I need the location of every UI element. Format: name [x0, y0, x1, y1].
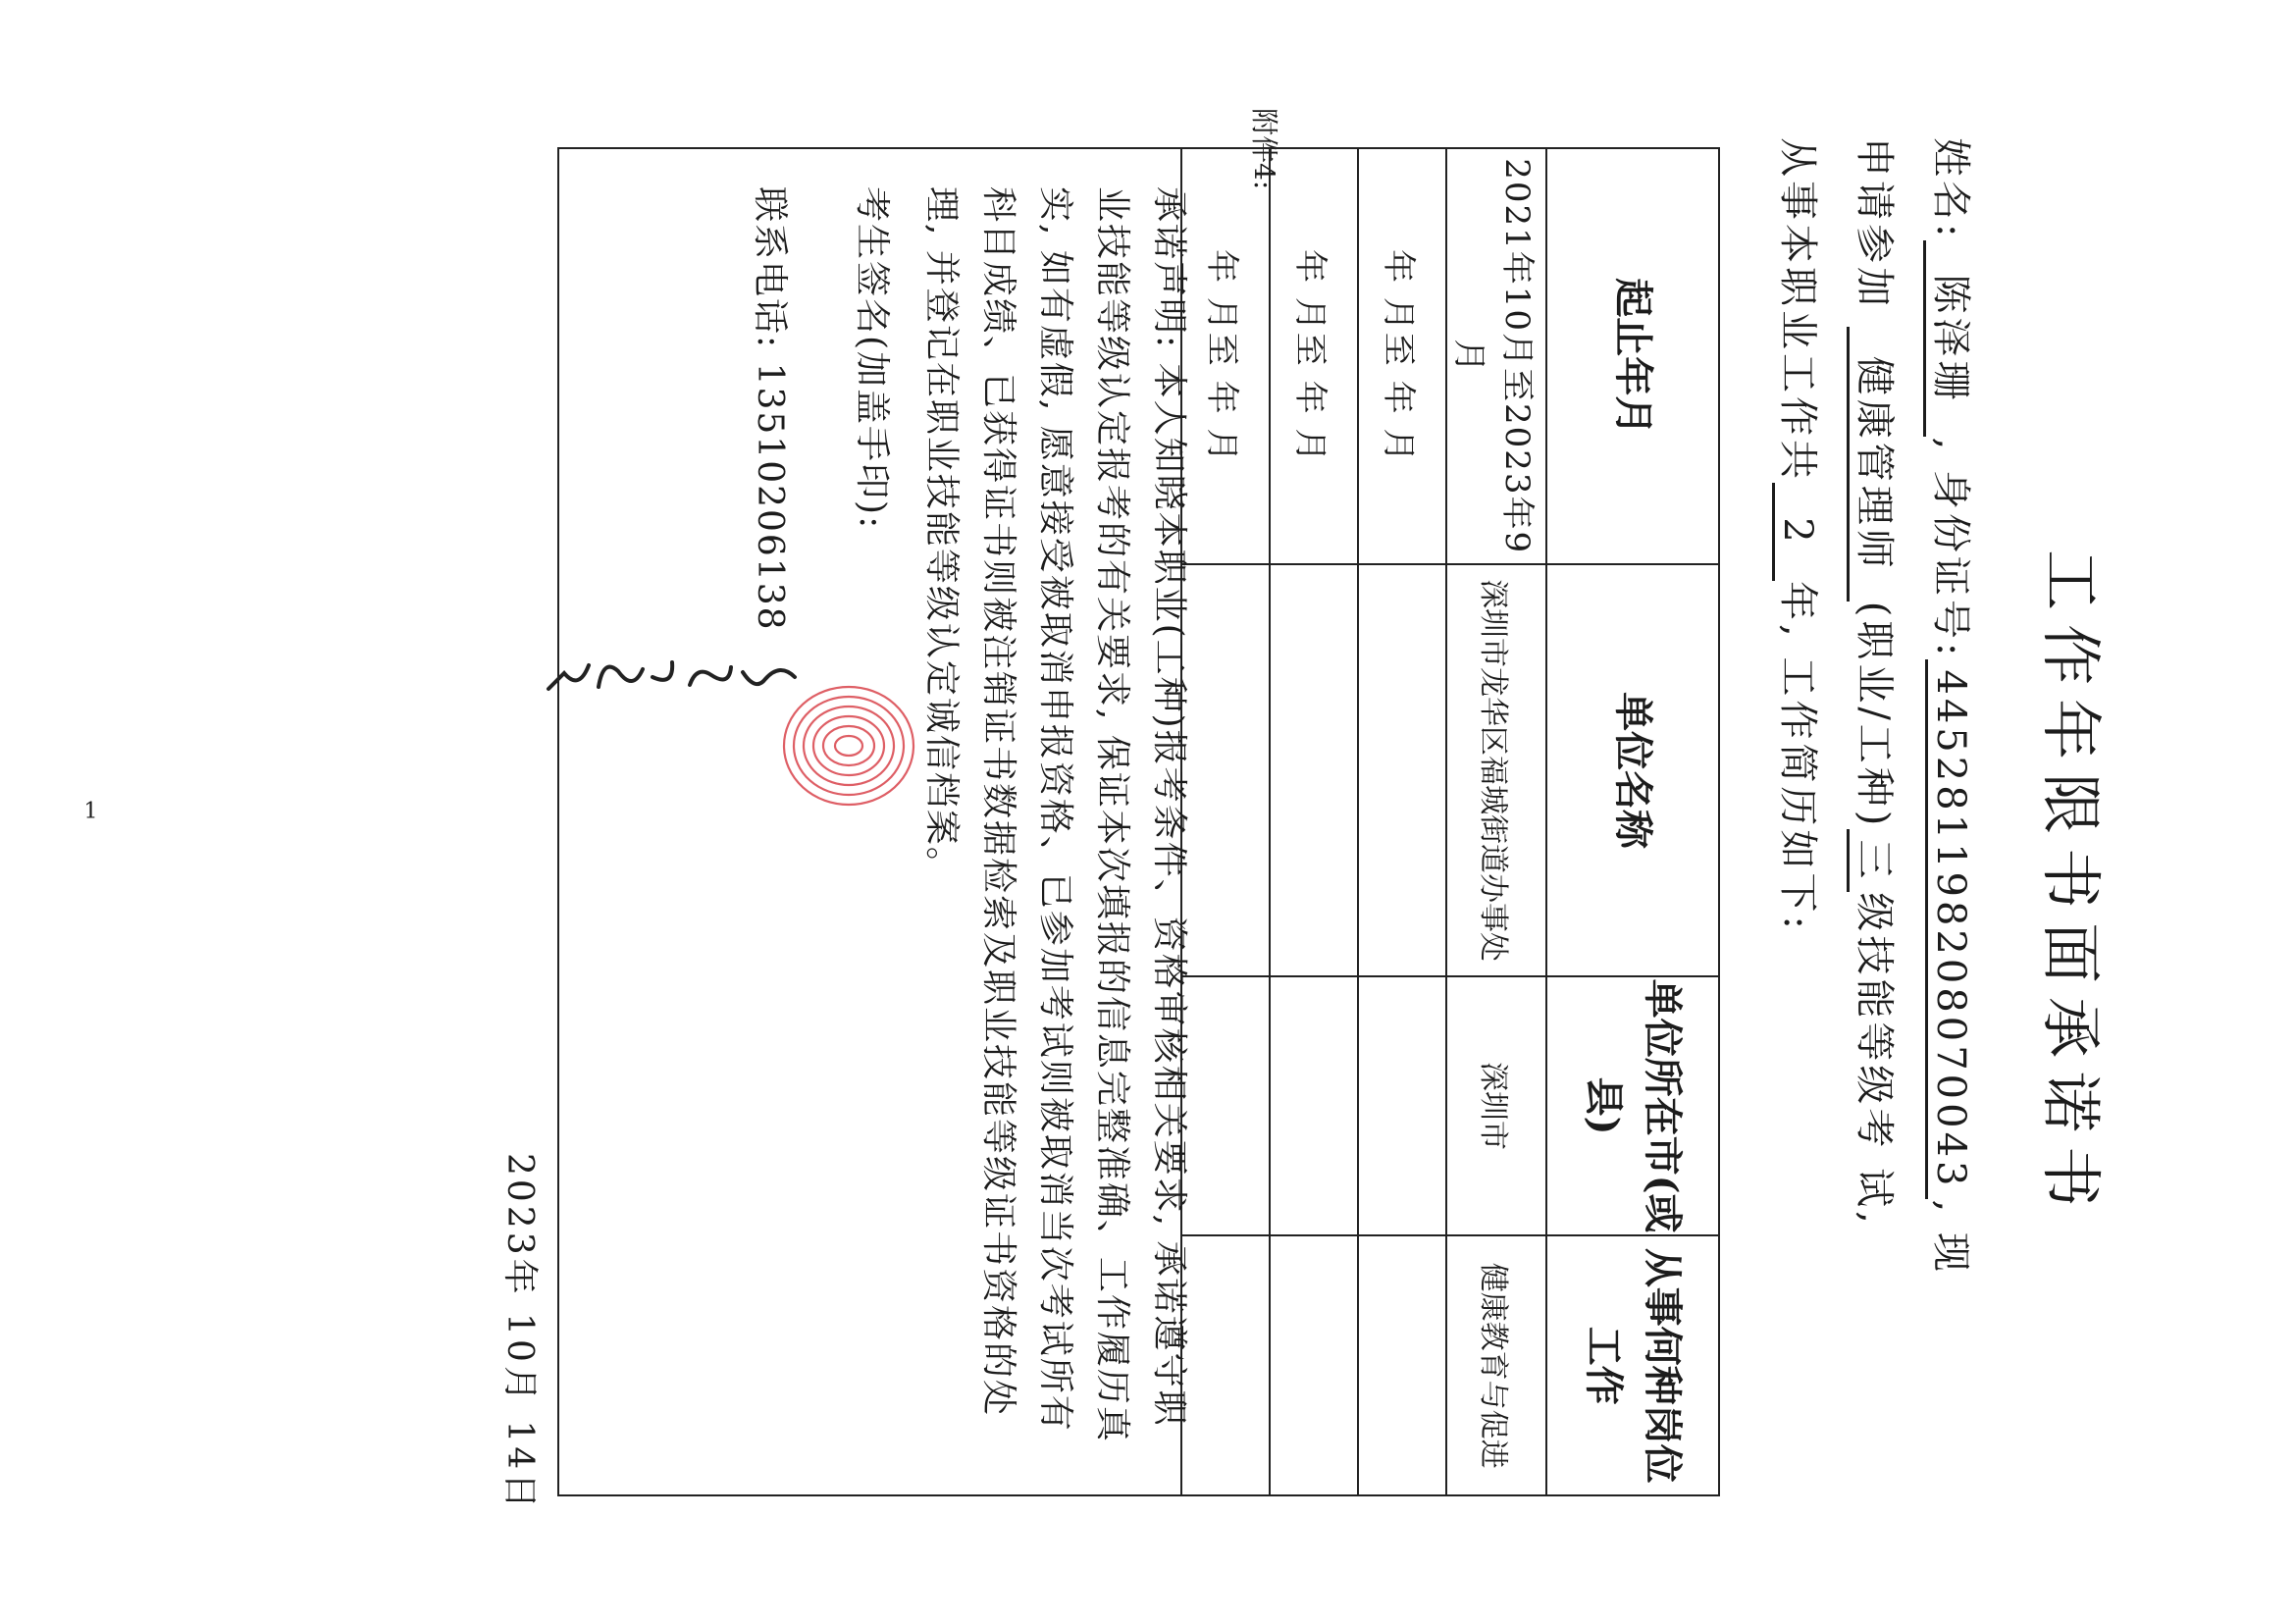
table-row	[1446, 148, 1546, 1495]
row-period: 年 月至 年 月	[1270, 148, 1358, 564]
page-number: 1	[83, 799, 98, 824]
phone-label: 联系电话:	[750, 186, 790, 350]
id-suffix: , 现	[1928, 1199, 1973, 1276]
applicant-line-2	[1847, 137, 1905, 1228]
apply-suffix: 级技能等级考 试,	[1852, 892, 1897, 1228]
row-city: 深圳市	[1446, 976, 1546, 1236]
header-city: 单位所在市(或县)	[1546, 976, 1719, 1236]
handwritten-signature-icon	[545, 648, 800, 707]
id-prefix: , 身份证号:	[1928, 437, 1973, 660]
row-period: 年 月至 年 月	[1181, 148, 1270, 564]
years-prefix: 从事本职业工作共	[1775, 137, 1820, 483]
apply-prefix: 申请参加	[1852, 137, 1897, 310]
phone-number: 13510206138	[750, 362, 790, 632]
header-position: 从事何种岗位工作	[1546, 1235, 1719, 1495]
name-prefix: 姓名:	[1928, 137, 1973, 241]
row-city	[1270, 976, 1358, 1236]
occupation: 健康管理师	[1847, 327, 1905, 602]
work-years: 2	[1772, 483, 1820, 581]
document-title: 工作年限书面承诺书	[2035, 550, 2107, 1222]
table-row	[1358, 148, 1446, 1495]
attachment-label: 附件4:	[1248, 108, 1280, 190]
table-row	[1270, 148, 1358, 1495]
header-unit: 单位名称	[1546, 564, 1719, 975]
table-header-row	[1546, 148, 1719, 1495]
declaration-text: 承诺声明: 本人知晓本职业(工种)报考条件、资格审核相关要求, 承诺遵守职业技能等级认定报考的有关要求, 保证本次填报的信息完整准确、工作履历真实, 如有虚假, 愿意接受被取消申报资格、已参加考试则被取消当次考试所有科目成绩、已获得证书则被注销证书数据检索及职业技能等级证书资格的处理, 并登记在职业技能等级认定诚信档案。	[921, 186, 1189, 1443]
skill-level: 三	[1847, 829, 1905, 892]
id-number: 445281198208070043	[1925, 659, 1973, 1199]
applicant-line-1	[1923, 137, 1982, 1276]
row-period: 2021年10月至2023年9月	[1446, 148, 1546, 564]
row-position	[1270, 1235, 1358, 1495]
header-period: 起止年月	[1546, 148, 1719, 564]
row-unit: 深圳市龙华区福城街道办事处	[1446, 564, 1546, 975]
row-city	[1358, 976, 1446, 1236]
sign-date: 2023年 10月 14日	[499, 1153, 540, 1513]
signature-label: 考生签名(加盖手印):	[852, 186, 892, 531]
row-unit	[1270, 564, 1358, 975]
contact-phone	[748, 186, 798, 632]
row-unit	[1358, 564, 1446, 975]
fingerprint-stamp-icon	[780, 677, 927, 814]
row-position: 健康教育与促进	[1446, 1235, 1546, 1495]
applicant-line-3	[1772, 137, 1829, 933]
occupation-mid: (职业/工种)	[1852, 601, 1897, 830]
applicant-name: 陈泽珊	[1923, 240, 1982, 437]
years-suffix: 年, 工作简历如下:	[1775, 581, 1820, 933]
row-position	[1358, 1235, 1446, 1495]
work-history-table	[1180, 147, 1720, 1496]
row-period: 年 月至 年 月	[1358, 148, 1446, 564]
